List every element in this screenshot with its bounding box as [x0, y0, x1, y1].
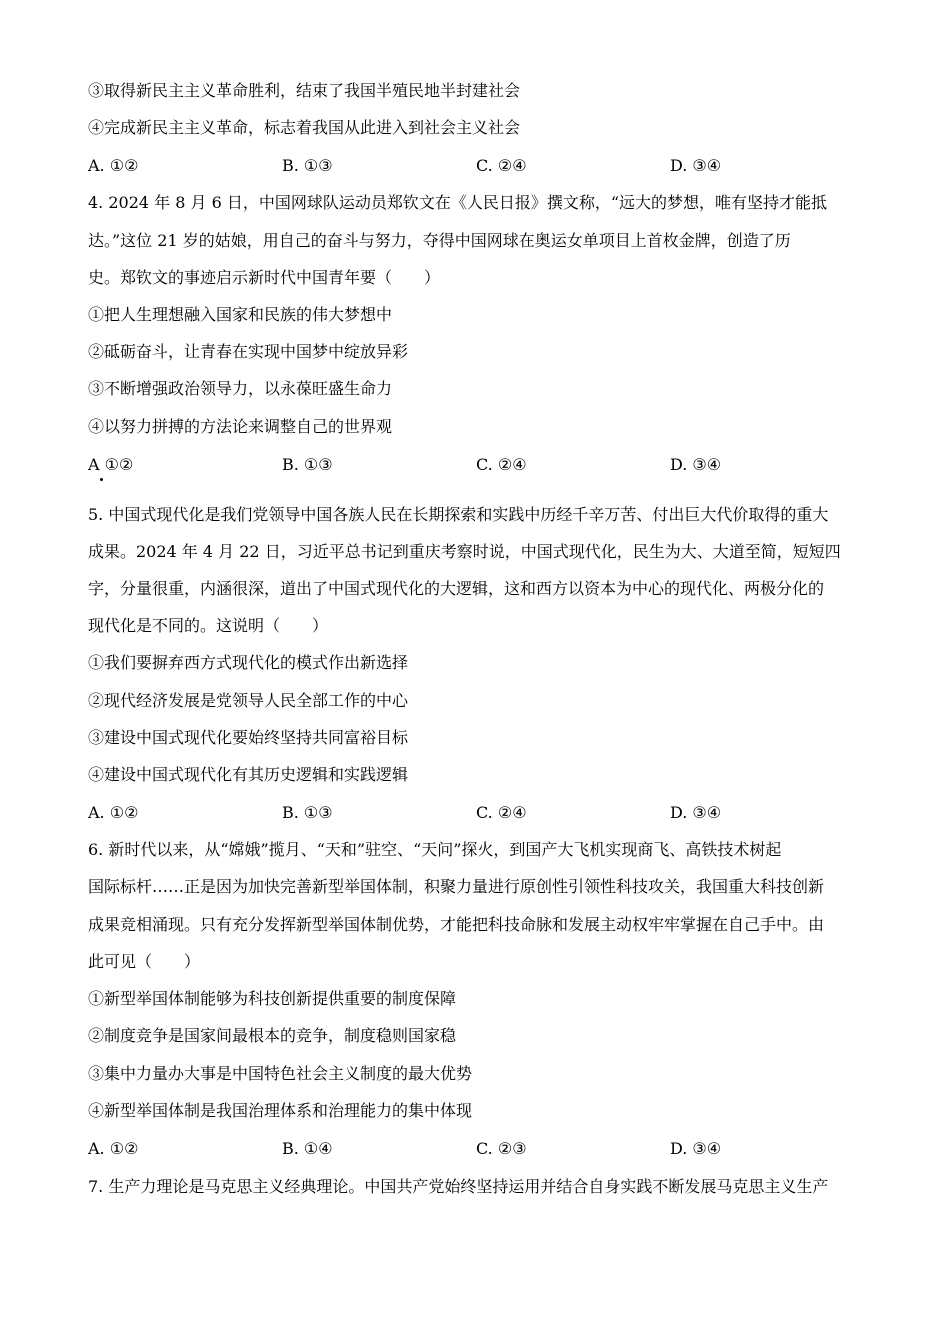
q3-option-b: B. ①③ [282, 156, 333, 175]
q4-choice-1: ①把人生理想融入国家和民族的伟大梦想中 [88, 305, 393, 324]
q4-option-c: C. ②④ [476, 455, 527, 474]
q5-choice-4: ④建设中国式现代化有其历史逻辑和实践逻辑 [88, 765, 409, 784]
q5-choice-2: ②现代经济发展是党领导人民全部工作的中心 [88, 691, 409, 710]
q6-choice-4: ④新型举国体制是我国治理体系和治理能力的集中体现 [88, 1101, 473, 1120]
q4-stem-line-1: 4. 2024 年 8 月 6 日，中国网球队运动员郑钦文在《人民日报》撰文称，“远大的梦想，唯有坚持才能抵 [88, 193, 828, 212]
q6-option-a: A. ①② [88, 1139, 139, 1158]
q5-stem-line-2: 成果。2024 年 4 月 22 日，习近平总书记到重庆考察时说，中国式现代化，民生为大、大道至简，短短四 [88, 542, 841, 561]
q6-option-c: C. ②③ [476, 1139, 527, 1158]
q6-options [88, 1138, 868, 1160]
q4-stem-line-3: 史。郑钦文的事迹启示新时代中国青年要（ ） [88, 268, 441, 287]
q4-choice-2: ②砥砺奋斗，让青春在实现中国梦中绽放异彩 [88, 342, 409, 361]
q5-choice-3: ③建设中国式现代化要始终坚持共同富裕目标 [88, 728, 409, 747]
q5-option-a: A. ①② [88, 803, 139, 822]
q5-stem-line-3: 字，分量很重，内涵很深，道出了中国式现代化的大逻辑，这和西方以资本为中心的现代化、两极分化的 [88, 579, 825, 598]
q3-option-d: D. ③④ [670, 156, 722, 175]
q6-option-d: D. ③④ [670, 1139, 722, 1158]
stray-dot-mark [100, 478, 103, 481]
q6-choice-3: ③集中力量办大事是中国特色社会主义制度的最大优势 [88, 1064, 473, 1083]
q6-choice-1: ①新型举国体制能够为科技创新提供重要的制度保障 [88, 989, 457, 1008]
q6-stem-line-4: 此可见（ ） [88, 952, 201, 971]
q7-stem-line-1: 7. 生产力理论是马克思主义经典理论。中国共产党始终坚持运用并结合自身实践不断发展马克思主义生产 [88, 1177, 829, 1196]
q4-option-b: B. ①③ [282, 455, 333, 474]
q5-option-b: B. ①③ [282, 803, 333, 822]
q5-option-c: C. ②④ [476, 803, 527, 822]
q6-choice-2: ②制度竞争是国家间最根本的竞争，制度稳则国家稳 [88, 1026, 457, 1045]
q3-choice-3: ③取得新民主主义革命胜利，结束了我国半殖民地半封建社会 [88, 81, 521, 100]
q6-stem-line-1: 6. 新时代以来，从“嫦娥”揽月、“天和”驻空、“天问”探火，到国产大飞机实现商飞、高铁技术树起 [88, 840, 782, 859]
q4-choice-3: ③不断增强政治领导力，以永葆旺盛生命力 [88, 379, 393, 398]
q3-options [88, 155, 868, 177]
q5-option-d: D. ③④ [670, 803, 722, 822]
q3-option-a: A. ①② [88, 156, 139, 175]
q5-choice-1: ①我们要摒弃西方式现代化的模式作出新选择 [88, 653, 409, 672]
q4-option-a: A ①② [88, 455, 134, 474]
q6-option-b: B. ①④ [282, 1139, 333, 1158]
q4-stem-line-2: 达。”这位 21 岁的姑娘，用自己的奋斗与努力，夺得中国网球在奥运女单项目上首枚金牌，创造了历 [88, 231, 791, 250]
q5-stem-line-1: 5. 中国式现代化是我们党领导中国各族人民在长期探索和实践中历经千辛万苦、付出巨大代价取得的重大 [88, 505, 829, 524]
q4-choice-4: ④以努力拼搏的方法论来调整自己的世界观 [88, 417, 393, 436]
q6-stem-line-3: 成果竞相涌现。只有充分发挥新型举国体制优势，才能把科技命脉和发展主动权牢牢掌握在自己手中。由 [88, 915, 825, 934]
q3-choice-4: ④完成新民主主义革命，标志着我国从此进入到社会主义社会 [88, 118, 521, 137]
q4-option-d: D. ③④ [670, 455, 722, 474]
q5-stem-line-4: 现代化是不同的。这说明（ ） [88, 616, 329, 635]
q5-options [88, 802, 868, 824]
q4-options [88, 454, 868, 476]
q6-stem-line-2: 国际标杆……正是因为加快完善新型举国体制，积聚力量进行原创性引领性科技攻关，我国重大科技创新 [88, 877, 825, 896]
q3-option-c: C. ②④ [476, 156, 527, 175]
